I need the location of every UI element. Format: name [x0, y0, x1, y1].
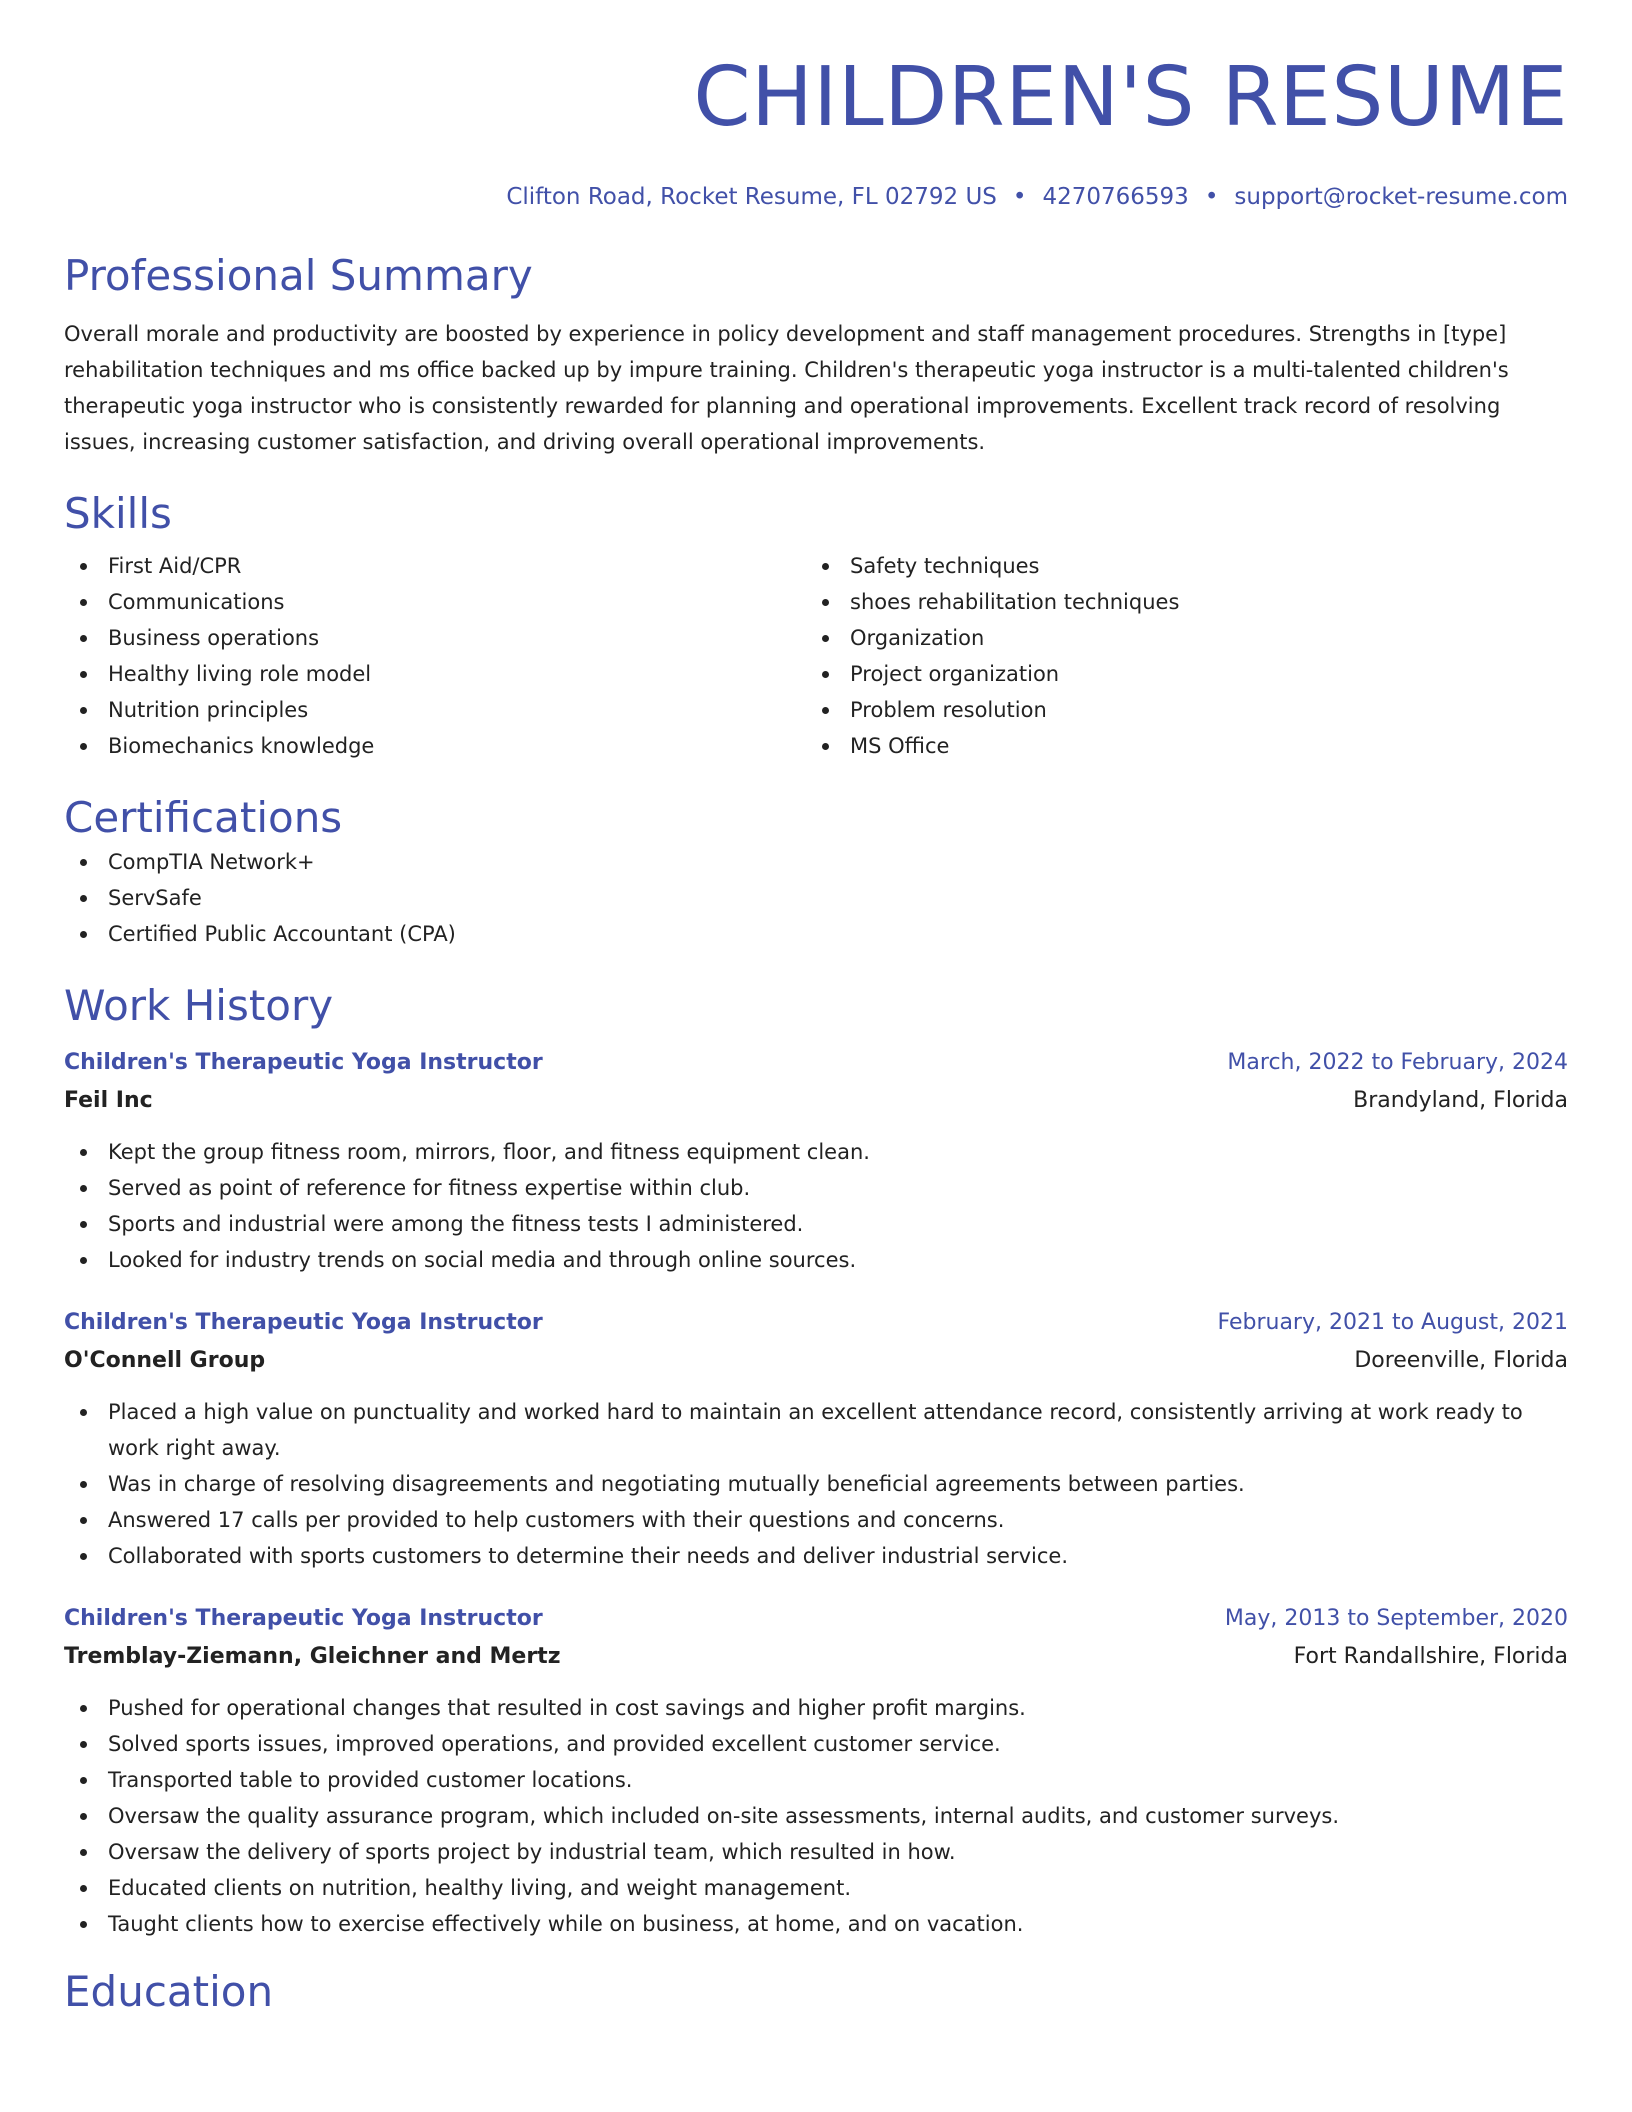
job-bullets: [64, 1134, 1568, 1278]
contact-email: support@rocket-resume.com: [1234, 184, 1568, 210]
skill-item: Business operations: [64, 620, 806, 656]
contact-phone: 4270766593: [1042, 184, 1189, 210]
job-title-row: [64, 1044, 1568, 1082]
job-title: Children's Therapeutic Yoga Instructor: [64, 1310, 543, 1335]
skill-item: MS Office: [806, 728, 1548, 764]
job-company: Feil Inc: [64, 1088, 153, 1113]
resume-header: [64, 48, 1568, 212]
contact-line: [64, 182, 1568, 212]
certifications-heading: Certifications: [64, 793, 343, 842]
job-dates: February, 2021 to August, 2021: [1217, 1310, 1568, 1335]
job-location: Doreenville, Florida: [1354, 1348, 1568, 1373]
skill-item: shoes rehabilitation techniques: [806, 584, 1548, 620]
skill-item: Biomechanics knowledge: [64, 728, 806, 764]
job-title-row: [64, 1304, 1568, 1342]
job-bullet: Educated clients on nutrition, healthy living, and weight management.: [64, 1870, 1568, 1906]
contact-separator: •: [1012, 184, 1027, 210]
job-bullet: Looked for industry trends on social media and through online sources.: [64, 1242, 1568, 1278]
work-history-heading: Work History: [64, 981, 334, 1030]
skills-right-column: [806, 548, 1548, 764]
job-company: O'Connell Group: [64, 1348, 266, 1373]
job-company-row: [64, 1638, 1568, 1676]
certification-item: CompTIA Network+: [64, 844, 1568, 880]
job-bullet: Oversaw the quality assurance program, which included on-site assessments, internal audits, and customer surveys.: [64, 1798, 1568, 1834]
skill-item: Nutrition principles: [64, 692, 806, 728]
skill-item: Organization: [806, 620, 1548, 656]
job-company: Tremblay-Ziemann, Gleichner and Mertz: [64, 1644, 561, 1669]
job-entry: [64, 1600, 1568, 1942]
skill-item: Project organization: [806, 656, 1548, 692]
skill-item: Communications: [64, 584, 806, 620]
skill-item: First Aid/CPR: [64, 548, 806, 584]
job-company-row: [64, 1082, 1568, 1120]
job-dates: March, 2022 to February, 2024: [1227, 1050, 1568, 1075]
job-bullet: Was in charge of resolving disagreements and negotiating mutually beneficial agreements between parties.: [64, 1466, 1568, 1502]
summary-text: Overall morale and productivity are boosted by experience in policy development and staff management procedures. Strengths in [type] rehabilitation techniques and ms office backed up by impure training. Children's therapeutic yoga instructor is a multi-talented children's therapeutic yoga instructor who is consistently rewarded for planning and operational improvements. Excellent track record of resolving issues, increasing customer satisfaction, and driving overall operational improvements.: [64, 322, 1509, 454]
skill-item: Healthy living role model: [64, 656, 806, 692]
job-dates: May, 2013 to September, 2020: [1224, 1606, 1568, 1631]
job-bullets: [64, 1394, 1568, 1574]
job-bullet: Served as point of reference for fitness expertise within club.: [64, 1170, 1568, 1206]
job-bullets: [64, 1690, 1568, 1942]
job-bullet: Placed a high value on punctuality and worked hard to maintain an excellent attendance record, consistently arriving at work ready to work right away.: [64, 1394, 1568, 1466]
certification-item: Certified Public Accountant (CPA): [64, 916, 1568, 952]
job-bullet: Transported table to provided customer locations.: [64, 1762, 1568, 1798]
resume-name: CHILDREN'S RESUME: [693, 50, 1568, 145]
job-bullet: Oversaw the delivery of sports project by industrial team, which resulted in how.: [64, 1834, 1568, 1870]
skill-item: Problem resolution: [806, 692, 1548, 728]
summary-heading: Professional Summary: [64, 251, 533, 300]
job-bullet: Pushed for operational changes that resulted in cost savings and higher profit margins.: [64, 1690, 1568, 1726]
job-title: Children's Therapeutic Yoga Instructor: [64, 1606, 543, 1631]
skills-left-column: [64, 548, 806, 764]
contact-separator: •: [1204, 184, 1219, 210]
job-bullet: Collaborated with sports customers to determine their needs and deliver industrial service.: [64, 1538, 1568, 1574]
job-entry: [64, 1304, 1568, 1574]
skills-heading: Skills: [64, 489, 172, 538]
contact-address: Clifton Road, Rocket Resume, FL 02792 US: [506, 184, 997, 210]
job-title-row: [64, 1600, 1568, 1638]
resume-page: [64, 48, 1568, 2018]
education-heading: Education: [64, 1967, 274, 2016]
certification-item: ServSafe: [64, 880, 1568, 916]
job-location: Brandyland, Florida: [1353, 1088, 1568, 1113]
job-bullet: Solved sports issues, improved operations, and provided excellent customer service.: [64, 1726, 1568, 1762]
certifications-list: [64, 844, 1568, 952]
job-entry: [64, 1044, 1568, 1278]
job-location: Fort Randallshire, Florida: [1293, 1644, 1568, 1669]
job-bullet: Answered 17 calls per provided to help customers with their questions and concerns.: [64, 1502, 1568, 1538]
skills-grid: [64, 548, 1568, 764]
job-title: Children's Therapeutic Yoga Instructor: [64, 1050, 543, 1075]
job-company-row: [64, 1342, 1568, 1380]
skill-item: Safety techniques: [806, 548, 1548, 584]
job-bullet: Sports and industrial were among the fitness tests I administered.: [64, 1206, 1568, 1242]
job-bullet: Kept the group fitness room, mirrors, floor, and fitness equipment clean.: [64, 1134, 1568, 1170]
job-bullet: Taught clients how to exercise effectively while on business, at home, and on vacation.: [64, 1906, 1568, 1942]
